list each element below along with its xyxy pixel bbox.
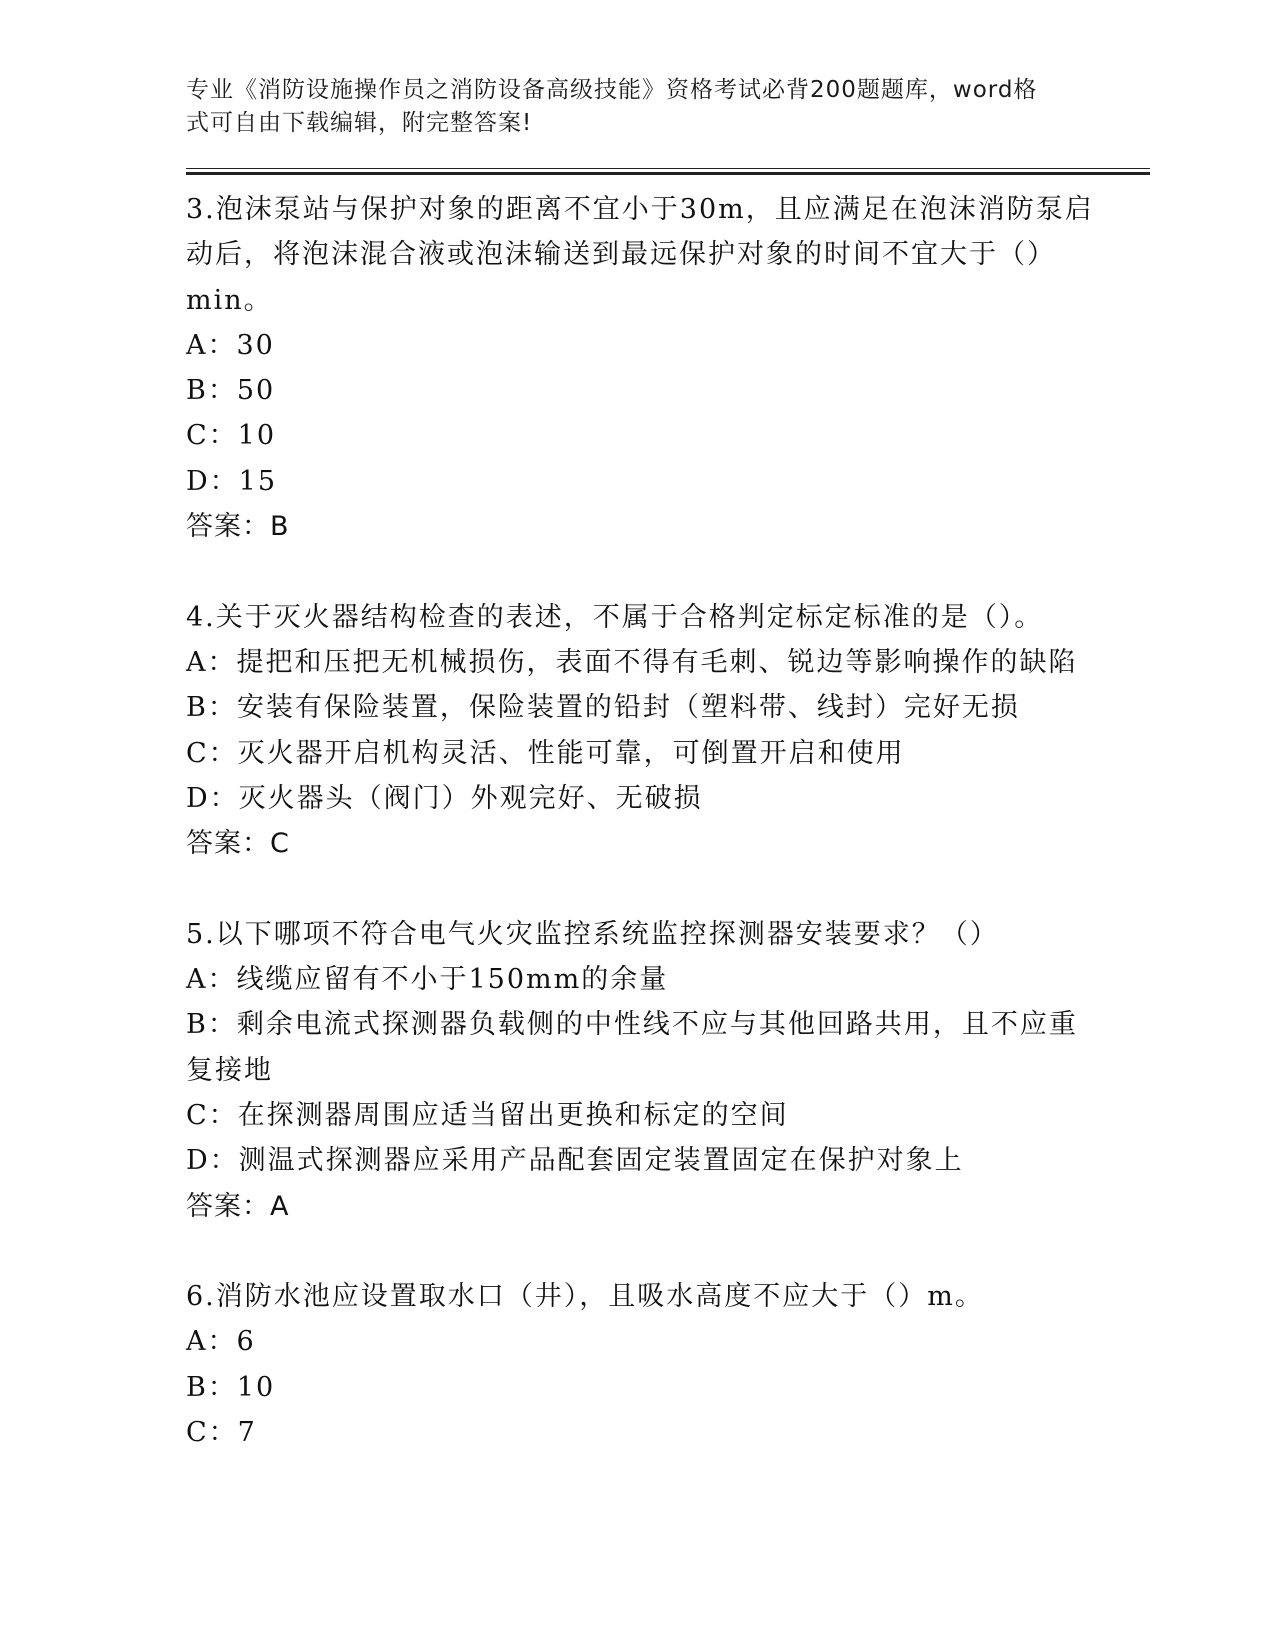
option-b: B：50	[186, 375, 276, 407]
option-c: C：7	[186, 1417, 257, 1449]
answer-label: 答案：A	[186, 1190, 290, 1222]
header-divider-thick	[186, 172, 1150, 175]
option-b: B：10	[186, 1371, 276, 1403]
question-stem-line: 动后，将泡沫混合液或泡沫输送到最远保护对象的时间不宜大于（）	[186, 239, 1056, 271]
option-a: A：6	[186, 1326, 256, 1358]
question-block	[186, 1274, 1086, 1455]
question-stem-line: 4.关于灭火器结构检查的表述，不属于合格判定标定标准的是（）。	[186, 601, 1044, 633]
option-c: C：10	[186, 420, 277, 452]
option-d: D：测温式探测器应采用产品配套固定装置固定在保护对象上	[186, 1145, 964, 1177]
answer-label: 答案：C	[186, 828, 290, 860]
option-a: A：30	[186, 329, 275, 361]
header-line-2: 式可自由下载编辑，附完整答案!	[186, 110, 533, 136]
option-d: D：15	[186, 465, 278, 497]
header-divider-thin	[186, 168, 1150, 169]
document-header	[186, 74, 1066, 140]
option-a: A：线缆应留有不小于150mm的余量	[186, 964, 669, 996]
question-block	[186, 595, 1086, 867]
option-c: C：在探测器周围应适当留出更换和标定的空间	[186, 1099, 789, 1131]
question-stem-line: 5.以下哪项不符合电气火灾监控系统监控探测器安装要求？（）	[186, 918, 999, 950]
question-stem-line: min。	[186, 284, 273, 316]
question-stem-line: 3.泡沫泵站与保护对象的距离不宜小于30m，且应满足在泡沫消防泵启	[186, 194, 1094, 225]
option-a: A：提把和压把无机械损伤，表面不得有毛刺、锐边等影响操作的缺陷	[186, 646, 1078, 678]
answer-label: 答案：B	[186, 511, 290, 543]
option-c: C：灭火器开启机构灵活、性能可靠，可倒置开启和使用	[186, 737, 905, 769]
option-b: B：安装有保险装置，保险装置的铅封（塑料带、线封）完好无损	[186, 692, 1020, 724]
option-d: D：灭火器头（阀门）外观完好、无破损	[186, 782, 703, 814]
question-block	[186, 912, 1086, 1229]
option-b: B：剩余电流式探测器负载侧的中性线不应与其他回路共用，且不应重	[186, 1009, 1078, 1041]
option-b-continued: 复接地	[186, 1054, 273, 1086]
question-stem-line: 6.消防水池应设置取水口（井），且吸水高度不应大于（）m。	[186, 1281, 984, 1313]
question-block	[186, 187, 1094, 549]
question-list	[186, 187, 1094, 1455]
header-line-1: 专业《消防设施操作员之消防设备高级技能》资格考试必背200题题库，word格	[186, 77, 1038, 103]
